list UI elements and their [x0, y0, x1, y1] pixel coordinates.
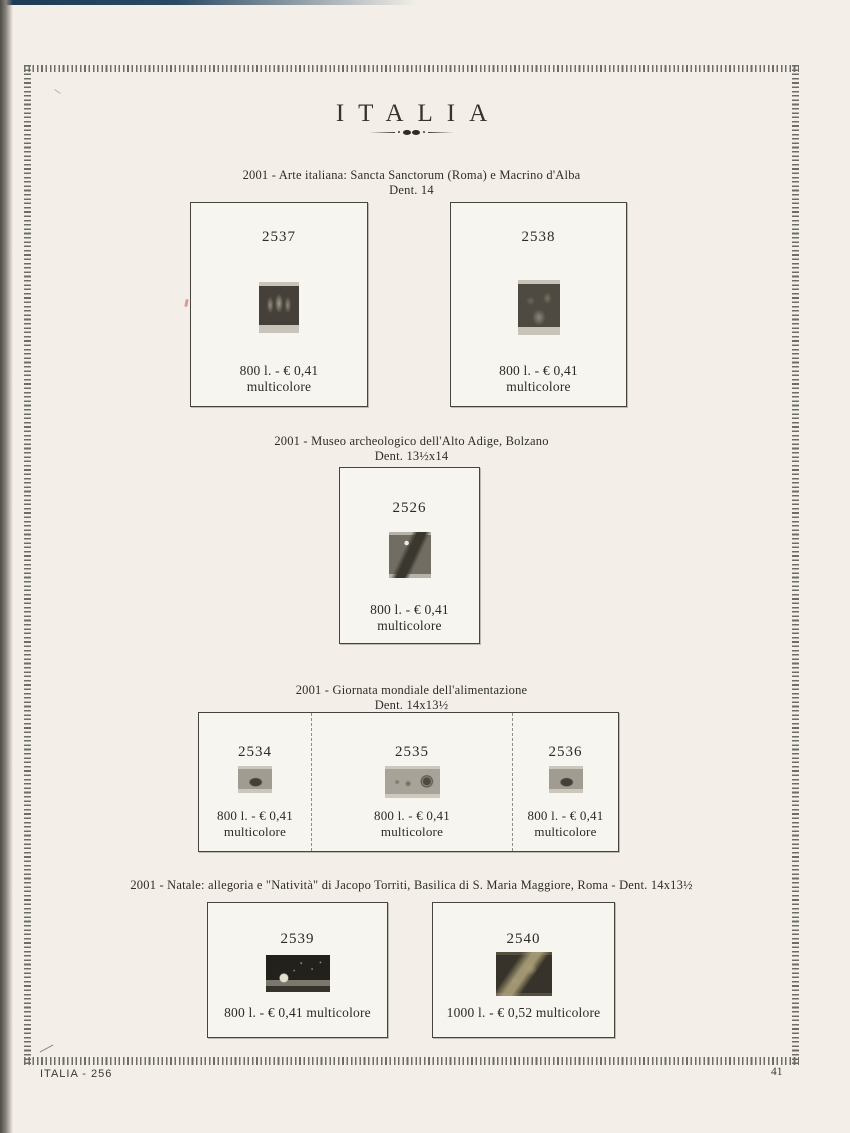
- stamp-image-2536: [549, 766, 583, 793]
- section-heading-line1: 2001 - Natale: allegoria e "Natività" di Jacopo Torriti, Basilica di S. Maria Maggiore, Roma - Dent. 14x13½: [130, 878, 693, 892]
- stamp-image-2534: [238, 766, 272, 793]
- page-frame-border-left: [24, 65, 31, 1065]
- catalog-number: 2538: [521, 229, 556, 245]
- page-title: ITALIA: [335, 100, 502, 127]
- stamp-compartment-2534: [199, 713, 311, 851]
- section-heading-natale: [24, 878, 799, 893]
- catalog-number: 2526: [392, 500, 427, 516]
- section-heading-dent: Dent. 14: [389, 182, 434, 197]
- stamp-value: 800 l. - € 0,41: [527, 808, 604, 823]
- page-frame-border-right: [792, 65, 799, 1065]
- scan-edge-left: [0, 0, 13, 1133]
- stamp-box-2537: [190, 202, 368, 407]
- pencil-mark-top-left: [54, 89, 60, 94]
- section-heading-line1: 2001 - Museo archeologico dell'Alto Adige, Bolzano: [274, 434, 549, 448]
- stamp-color: multicolore: [377, 618, 442, 633]
- stamp-value: 1000 l. - € 0,52 multicolore: [446, 1005, 601, 1020]
- ornament-bead: [403, 130, 411, 135]
- page-number: 41: [771, 1066, 783, 1078]
- stamp-image-2535: [385, 766, 440, 798]
- section-heading-line1: 2001 - Giornata mondiale dell'alimentazione: [295, 683, 528, 697]
- stamp-box-2540: [432, 902, 615, 1038]
- pencil-mark-bottom-left: [40, 1045, 54, 1053]
- section-heading-giornata-alimentazione: [24, 683, 799, 712]
- stamp-value-block: [217, 808, 293, 840]
- catalog-number: 2539: [280, 931, 315, 947]
- catalog-number: 2534: [238, 744, 272, 760]
- stamp-image-2526: [389, 532, 431, 578]
- stamp-value: 800 l. - € 0,41: [239, 363, 319, 378]
- stamp-value-block: [240, 363, 319, 395]
- ornament-line-right: [428, 132, 454, 133]
- catalog-number: 2540: [506, 931, 541, 947]
- stamp-box-strip: [198, 712, 619, 852]
- stamp-value-block: [499, 363, 578, 395]
- stamp-color: multicolore: [380, 824, 444, 839]
- page-frame-border-bottom: [24, 1057, 799, 1065]
- stamp-image-2540: [496, 952, 552, 996]
- stamp-value: 800 l. - € 0,41: [499, 363, 578, 378]
- stamp-value: 800 l. - € 0,41: [217, 808, 293, 823]
- stamp-value-block: [224, 1005, 371, 1021]
- stamp-value-block: [370, 602, 449, 634]
- stamp-value-block: [447, 1005, 601, 1021]
- stamp-compartment-2536: [512, 713, 618, 851]
- page-frame-border-top: [24, 65, 799, 72]
- catalog-number: 2537: [262, 229, 296, 245]
- section-heading-museo-archeologico: [24, 434, 799, 463]
- title-ornament: [24, 128, 799, 136]
- catalog-number: 2536: [548, 744, 583, 760]
- stamp-color: multicolore: [223, 824, 287, 839]
- section-heading-dent: Dent. 13½x14: [374, 448, 449, 463]
- scan-edge-top: [0, 0, 440, 5]
- section-heading-arte-italiana: [24, 168, 799, 197]
- stamp-box-2526: [339, 467, 480, 644]
- ornament-dot: [398, 131, 400, 133]
- stamp-box-2538: [450, 202, 627, 407]
- stamp-value: 800 l. - € 0,41 multicolore: [224, 1005, 371, 1020]
- stamp-value: 800 l. - € 0,41: [374, 808, 450, 823]
- stamp-box-2539: [207, 902, 388, 1038]
- stamp-image-2539: [266, 955, 330, 992]
- red-ink-mark: [184, 299, 189, 307]
- stamp-value-block: [374, 808, 450, 840]
- ornament-dot: [423, 131, 425, 133]
- section-heading-dent: Dent. 14x13½: [374, 697, 449, 712]
- stamp-color: multicolore: [246, 379, 312, 394]
- stamp-compartment-2535: [311, 713, 512, 851]
- stamp-value-block: [528, 808, 604, 840]
- stamp-image-2538: [518, 280, 560, 335]
- stamp-color: multicolore: [534, 824, 597, 839]
- section-heading-line1: 2001 - Arte italiana: Sancta Sanctorum (Roma) e Macrino d'Alba: [242, 168, 581, 182]
- stamp-value: 800 l. - € 0,41: [370, 602, 449, 617]
- ornament-line-left: [369, 132, 395, 133]
- stamp-image-2537: [259, 282, 299, 333]
- catalog-number: 2535: [395, 744, 429, 760]
- stamp-color: multicolore: [506, 379, 571, 394]
- ornament-bead: [412, 130, 420, 135]
- album-series-label: ITALIA - 256: [40, 1068, 113, 1080]
